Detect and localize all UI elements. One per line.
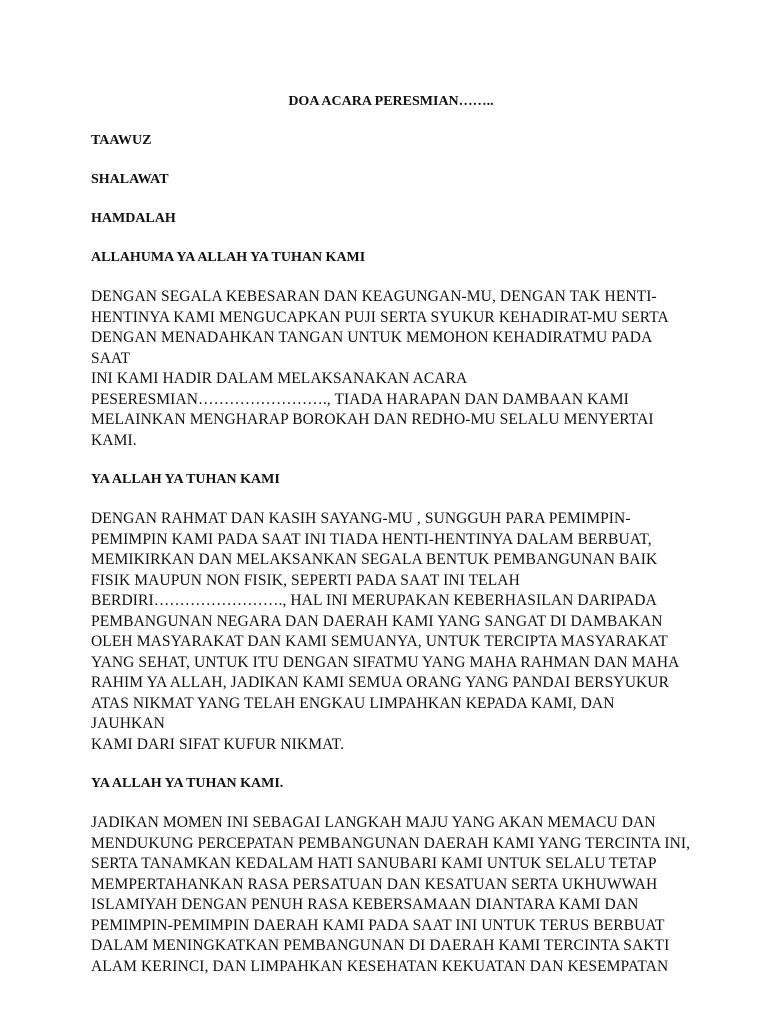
heading-hamdalah: HAMDALAH bbox=[91, 211, 176, 226]
heading-ya-allah-1: YA ALLAH YA TUHAN KAMI bbox=[91, 472, 280, 487]
heading-shalawat: SHALAWAT bbox=[91, 172, 169, 187]
document-title: DOA ACARA PERESMIAN…….. bbox=[288, 94, 494, 109]
document-page bbox=[91, 92, 691, 996]
paragraph-2: DENGAN RAHMAT DAN KASIH SAYANG-MU , SUNGGUH PARA PEMIMPIN- PEMIMPIN KAMI PADA SAAT INI TIADA HENTI-HENTINYA DALAM BERBUAT, MEMIKIRKAN DAN MELAKSANKAN SEGALA BENTUK PEMBANGUNAN BAIK FISIK MAUPUN NON FISIK, SEPERTI PADA SAAT INI TELAH BERDIRI……………………., HAL INI MERUPAKAN KEBERHASILAN DARIPADA PEMBANGUNAN NEGARA DAN DAERAH KAMI YANG SANGAT DI DAMBAKAN OLEH MASYARAKAT DAN KAMI SEMUANYA, UNTUK TERCIPTA MASYARAKAT YANG SEHAT, UNTUK ITU DENGAN SIFATMU YANG MAHA RAHMAN DAN MAHA RAHIM YA ALLAH, JADIKAN KAMI SEMUA ORANG YANG PANDAI BERSYUKUR ATAS NIKMAT YANG TELAH ENGKAU LIMPAHKAN KEPADA KAMI, DAN JAUHKAN KAMI DARI SIFAT KUFUR NIKMAT. bbox=[91, 510, 680, 753]
heading-allahuma: ALLAHUMA YA ALLAH YA TUHAN KAMI bbox=[91, 250, 366, 265]
heading-taawuz: TAAWUZ bbox=[91, 133, 152, 148]
heading-ya-allah-2: YA ALLAH YA TUHAN KAMI. bbox=[91, 776, 284, 791]
paragraph-1: DENGAN SEGALA KEBESARAN DAN KEAGUNGAN-MU, DENGAN TAK HENTI- HENTINYA KAMI MENGUCAPKAN PUJI SERTA SYUKUR KEHADIRAT-MU SERTA DENGAN MENADAHKAN TANGAN UNTUK MEMOHON KEHADIRATMU PADA SAAT INI KAMI HADIR DALAM MELAKSANAKAN ACARA PESERESMIAN……………………., TIADA HARAPAN DAN DAMBAAN KAMI MELAINKAN MENGHARAP BOROKAH DAN REDHO-MU SELALU MENYERTAI KAMI. bbox=[91, 288, 669, 449]
paragraph-3: JADIKAN MOMEN INI SEBAGAI LANGKAH MAJU YANG AKAN MEMACU DAN MENDUKUNG PERCEPATAN PEMBANGUNAN DAERAH KAMI YANG TERCINTA INI, SERTA TANAMKAN KEDALAM HATI SANUBARI KAMI UNTUK SELALU TETAP MEMPERTAHANKAN RASA PERSATUAN DAN KESATUAN SERTA UKHUWWAH ISLAMIYAH DENGAN PENUH RASA KEBERSAMAAN DIANTARA KAMI DAN PEMIMPIN-PEMIMPIN DAERAH KAMI PADA SAAT INI UNTUK TERUS BERBUAT DALAM MENINGKATKAN PEMBANGUNAN DI DAERAH KAMI TERCINTA SAKTI ALAM KERINCI, DAN LIMPAHKAN KESEHATAN KEKUATAN DAN KESEMPATAN bbox=[91, 814, 691, 975]
